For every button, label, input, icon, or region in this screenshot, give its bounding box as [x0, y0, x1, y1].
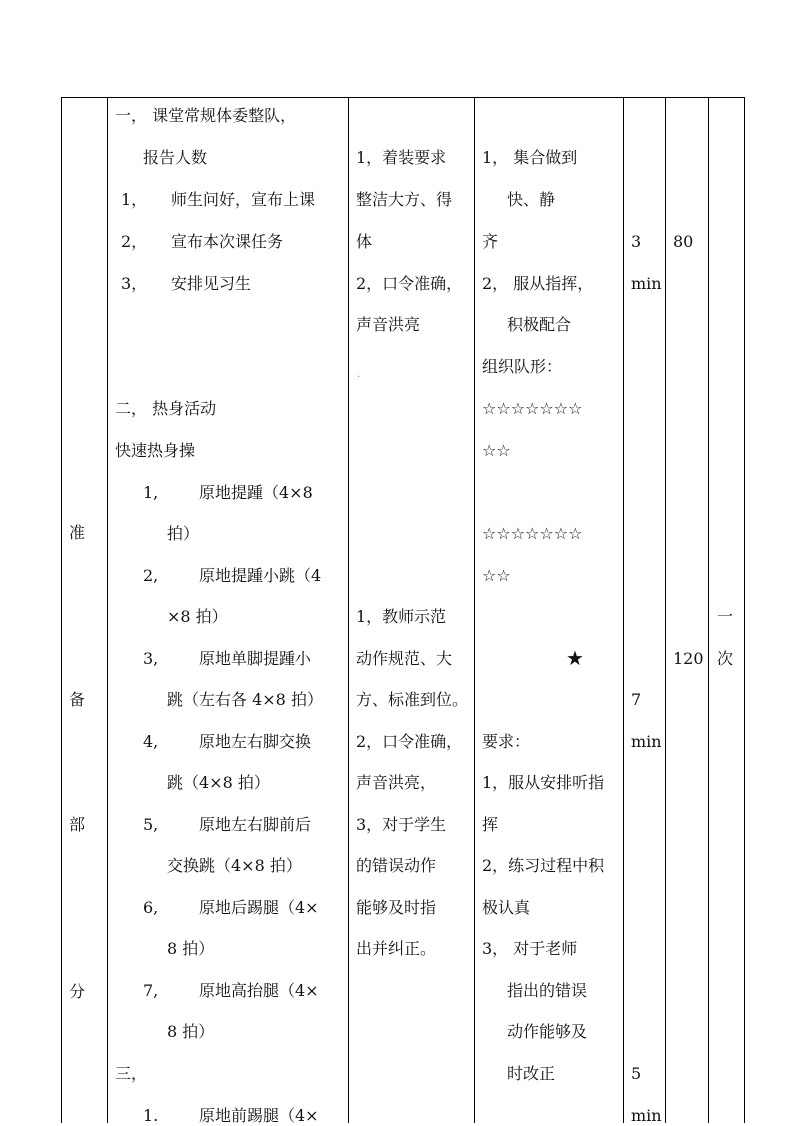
section-char: 分: [69, 982, 86, 1001]
time-unit: min: [631, 1106, 662, 1125]
warmup-text: 原地提踵小跳（4: [199, 566, 322, 585]
item-text: 宣布本次课任务: [171, 232, 284, 251]
warmup-text: 原地前踢腿（4×: [199, 1106, 319, 1125]
col-border-1: [107, 97, 108, 1123]
time-value: 7: [631, 690, 642, 709]
col-border-7: [744, 97, 745, 1123]
warmup-number: 6,: [143, 898, 159, 917]
section-char: 准: [69, 523, 86, 542]
teacher-line: 能够及时指: [356, 898, 437, 917]
count-char: 次: [717, 649, 734, 668]
warmup-number: 3,: [143, 649, 159, 668]
student-line: 时改正: [507, 1064, 556, 1083]
warmup-number: 1.: [143, 1106, 159, 1125]
teacher-line: 声音洪亮，: [356, 773, 437, 792]
student-line: 动作能够及: [507, 1022, 588, 1041]
teacher-line: 方、标准到位。: [356, 690, 469, 709]
section-char: 部: [69, 815, 86, 834]
student-line: 1，服从安排听指: [482, 773, 605, 792]
item-number: 2，: [121, 232, 148, 251]
warmup-text: 原地高抬腿（4×: [199, 981, 319, 1000]
section-char: 备: [69, 690, 86, 709]
warmup-text: 原地后踢腿（4×: [199, 898, 319, 917]
student-line: 2， 服从指挥，: [482, 274, 594, 293]
item-text: 安排见习生: [171, 274, 252, 293]
warmup-text: 原地左右脚前后: [199, 815, 312, 834]
warmup-text: 8 拍）: [167, 939, 215, 958]
warmup-text: ×8 拍）: [167, 607, 228, 626]
teacher-line: 的错误动作: [356, 856, 437, 875]
table-top-border: [61, 97, 744, 98]
warmup-number: 7,: [143, 981, 159, 1000]
teacher-line: 声音洪亮: [356, 315, 421, 334]
warmup-text: 原地左右脚交换: [199, 732, 312, 751]
student-line: 1， 集合做到: [482, 148, 578, 167]
formation-star-row: ☆☆☆☆☆☆☆: [482, 524, 583, 543]
formation-label: 组织队形：: [482, 357, 563, 376]
formation-star-row: ☆☆☆☆☆☆☆: [482, 399, 583, 418]
warmup-text: 交换跳（4×8 拍）: [167, 856, 302, 875]
warmup-number: 1,: [143, 483, 159, 502]
count-char: 一: [717, 607, 734, 626]
teacher-line: 整洁大方、得: [356, 190, 453, 209]
teacher-line: 2，口令准确，: [356, 732, 463, 751]
teacher-line: 体: [356, 232, 373, 251]
time-value: 3: [631, 232, 642, 251]
item-number: 3，: [121, 274, 148, 293]
student-line: 2，练习过程中积: [482, 856, 605, 875]
teacher-line: 3，对于学生: [356, 815, 447, 834]
teacher-line: 1，着装要求: [356, 148, 447, 167]
time-unit: min: [631, 274, 662, 293]
intensity-value: 80: [673, 232, 694, 251]
student-line: 指出的错误: [507, 981, 588, 1000]
part3-heading: 三，: [115, 1064, 148, 1083]
col-border-6: [708, 97, 709, 1123]
warmup-text: 原地提踵（4×8: [199, 483, 313, 502]
part2-sub: 快速热身操: [115, 441, 196, 460]
col-border-5: [665, 97, 666, 1123]
warmup-number: 4,: [143, 732, 159, 751]
teacher-line: 1，教师示范: [356, 607, 447, 626]
student-line: 积极配合: [507, 315, 572, 334]
col-border-4: [623, 97, 624, 1123]
warmup-text: 跳（4×8 拍）: [167, 773, 270, 792]
warmup-number: 5,: [143, 815, 159, 834]
student-line: 齐: [482, 232, 499, 251]
warmup-text: 8 拍）: [167, 1022, 215, 1041]
formation-star-row: ☆☆: [482, 441, 511, 460]
col-border-0: [61, 97, 62, 1123]
warmup-number: 2,: [143, 566, 159, 585]
student-line: 挥: [482, 815, 499, 834]
warmup-text: 跳（左右各 4×8 拍）: [167, 690, 323, 709]
intensity-value: 120: [673, 649, 704, 668]
warmup-text: 拍）: [167, 524, 200, 543]
time-unit: min: [631, 732, 662, 751]
student-line: 要求：: [482, 732, 531, 751]
teacher-line: 2，口令准确，: [356, 274, 463, 293]
warmup-text: 原地单脚提踵小: [199, 649, 312, 668]
stray-dot: .: [357, 369, 361, 380]
student-line: 极认真: [482, 898, 531, 917]
student-line: 3， 对于老师: [482, 939, 578, 958]
teacher-line: 出并纠正。: [356, 939, 437, 958]
time-value: 5: [631, 1064, 642, 1083]
part1-sub: 报告人数: [143, 148, 208, 167]
item-number: 1，: [121, 190, 148, 209]
part1-heading: 一， 课堂常规体委整队，: [115, 106, 297, 125]
teacher-position-icon: ★: [566, 646, 584, 670]
teacher-line: 动作规范、大: [356, 649, 453, 668]
col-border-2: [348, 97, 349, 1123]
student-line: 快、静: [507, 190, 556, 209]
formation-star-row: ☆☆: [482, 566, 511, 585]
part2-heading: 二， 热身活动: [115, 399, 217, 418]
col-border-3: [474, 97, 475, 1123]
item-text: 师生问好，宣布上课: [171, 190, 316, 209]
